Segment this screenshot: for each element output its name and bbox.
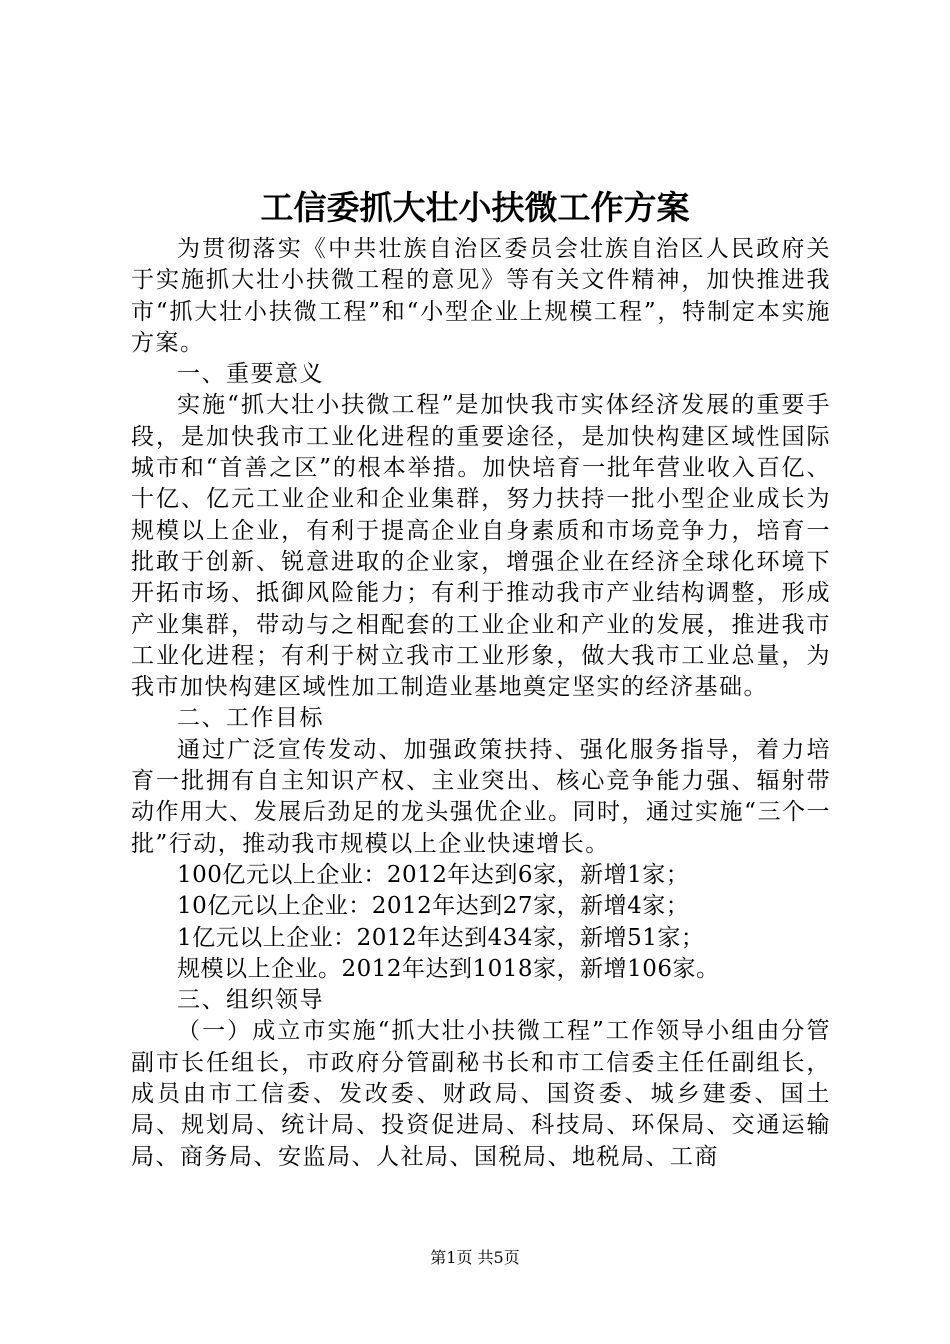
goal-item-10yi: 10亿元以上企业：2012年达到27家，新增4家； bbox=[177, 893, 690, 920]
section-heading-1: 一、重要意义 bbox=[177, 361, 324, 388]
page-footer: 第1页 共5页 bbox=[430, 1248, 520, 1267]
paragraph-intro: 为贯彻落实《中共壮族自治区委员会壮族自治区人民政府关于实施抓大壮小扶微工程的意见》等有关文件精神，加快推进我市“抓大壮小扶微工程”和“小型企业上规模工程”，特制定本实施方案。 bbox=[131, 236, 831, 356]
document-body bbox=[131, 234, 831, 1173]
paragraph-significance: 实施“抓大壮小扶微工程”是加快我市实体经济发展的重要手段，是加快我市工业化进程的重要途径，是加快构建区域性国际城市和“首善之区”的根本举措。加快培育一批年营业收入百亿、十亿、亿元工业企业和企业集群，努力扶持一批小型企业成长为规模以上企业，有利于提高企业自身素质和市场竞争力，培育一批敢于创新、锐意进取的企业家，增强企业在经济全球化环境下开拓市场、抵御风险能力；有利于推动我市产业结构调整，形成产业集群，带动与之相配套的工业企业和产业的发展，推进我市工业化进程；有利于树立我市工业形象，做大我市工业总量，为我市加快构建区域性加工制造业基地奠定坚实的经济基础。 bbox=[131, 392, 831, 701]
goal-item-100yi: 100亿元以上企业：2012年达到6家，新增1家； bbox=[177, 861, 690, 888]
document-title: 工信委抓大壮小扶微工作方案 bbox=[260, 188, 690, 227]
goal-item-1yi: 1亿元以上企业：2012年达到434家，新增51家； bbox=[177, 924, 705, 951]
paragraph-goals: 通过广泛宣传发动、加强政策扶持、强化服务指导，着力培育一批拥有自主知识产权、主业突出、核心竞争能力强、辐射带动作用大、发展后劲足的龙头强优企业。同时，通过实施“三个一批”行动，推动我市规模以上企业快速增长。 bbox=[131, 736, 831, 857]
goal-item-scale: 规模以上企业。2012年达到1018家，新增106家。 bbox=[177, 955, 720, 982]
section-heading-2: 二、工作目标 bbox=[177, 705, 324, 732]
section-heading-3: 三、组织领导 bbox=[177, 987, 324, 1014]
paragraph-organization: （一）成立市实施“抓大壮小扶微工程”工作领导小组由分管副市长任组长，市政府分管副秘书长和市工信委主任任副组长，成员由市工信委、发改委、财政局、国资委、城乡建委、国土局、规划局、统计局、投资促进局、科技局、环保局、交通运输局、商务局、安监局、人社局、国税局、地税局、工商 bbox=[131, 1018, 831, 1170]
